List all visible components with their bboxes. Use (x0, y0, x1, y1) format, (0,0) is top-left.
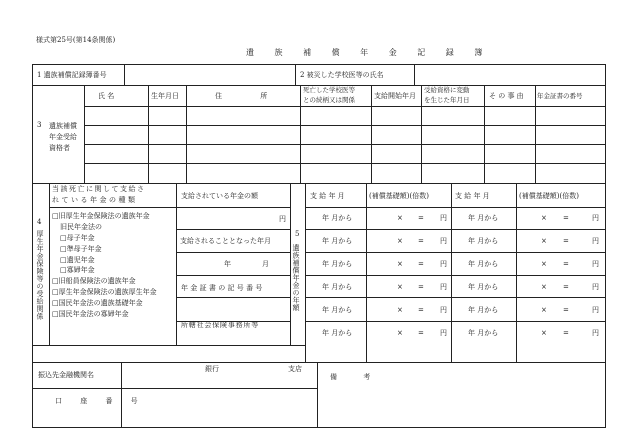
paid-amount-yen: 円 (279, 215, 286, 223)
account-label: 口 座 番 号 (55, 397, 146, 405)
s5-left-row2-times: × (397, 237, 403, 245)
form-number: 様式第25号(第14条関係) (36, 36, 116, 44)
col-change-line1: 受給資格に変動 (424, 86, 470, 94)
s5-left-row5-yen: 円 (440, 306, 447, 314)
section5-number: 5 (295, 230, 300, 238)
cert-symbol-label: 年金証書の記号番号 (181, 284, 265, 292)
s5-right-row3-yen: 円 (592, 260, 599, 268)
section5-col-date-left: 支 給 年 月 (310, 192, 345, 200)
page-title: 遺 族 補 償 年 金 記 録 簿 (246, 48, 492, 57)
pension-type-orphan[interactable]: □遺児年金 (60, 256, 95, 264)
section4-number: 4 (37, 218, 42, 226)
section3-label-a: 3 (37, 121, 42, 129)
pension-type-quasi-mother-child[interactable]: □準母子年金 (60, 245, 102, 253)
s5-left-row6-times: × (397, 329, 403, 337)
s5-right-row5-eq: = (563, 306, 569, 314)
col-relation-line2: との続柄又は関係 (303, 96, 355, 104)
s5-left-row3-times: × (397, 260, 403, 268)
pension-type-widow-old[interactable]: □寡婦年金 (60, 266, 95, 274)
col-relation-line1: 死亡した学校医等 (303, 86, 355, 94)
s5-left-row4-times: × (397, 283, 403, 291)
remarks-label: 備 考 (330, 373, 383, 381)
pension-type-welfare-survivor[interactable]: □厚生年金保険法の遺族厚生年金 (52, 288, 157, 296)
s5-left-row1-times: × (397, 214, 403, 222)
section4-label: 厚生年金保険等の受給関係 (36, 230, 44, 320)
paid-amount-label: 支給されている年金の額 (181, 192, 258, 200)
s5-left-row5-times: × (397, 306, 403, 314)
section3-label-b: 遺族補償 年金受給 資格者 (49, 122, 77, 152)
s5-right-row5-times: × (541, 306, 547, 314)
s5-right-row3-times: × (541, 260, 547, 268)
s5-left-row6-yen: 円 (440, 329, 447, 337)
col-cert-number: 年金証書の番号 (537, 92, 583, 100)
pension-type-widow[interactable]: □国民年金法の寡婦年金 (52, 310, 129, 318)
col-birthdate: 生年月日 (151, 92, 179, 100)
pension-type-seamen[interactable]: □旧船員保険法の遺族年金 (52, 277, 136, 285)
pension-type-header-2: れている年金の種類 (52, 196, 138, 204)
s5-right-row4-from: 年 月から (468, 283, 499, 291)
s5-right-row1-eq: = (563, 214, 569, 222)
s5-left-row2-from: 年 月から (322, 237, 353, 245)
s5-left-row4-eq: = (418, 283, 424, 291)
s5-right-row6-from: 年 月から (468, 329, 499, 337)
pension-type-basic-survivor[interactable]: □国民年金法の遺族基礎年金 (52, 299, 143, 307)
s5-right-row2-eq: = (563, 237, 569, 245)
form-frame (32, 64, 606, 428)
s5-right-row3-from: 年 月から (468, 260, 499, 268)
s5-right-row5-yen: 円 (592, 306, 599, 314)
s5-left-row1-yen: 円 (440, 214, 447, 222)
pension-type-old-welfare[interactable]: □旧厚生年金保険法の遺族年金 (52, 212, 150, 220)
s5-right-row1-from: 年 月から (468, 214, 499, 222)
s5-right-row3-eq: = (563, 260, 569, 268)
s5-right-row1-yen: 円 (592, 214, 599, 222)
section5-col-calc-right: (補償基礎額)(倍数) (519, 192, 579, 200)
section5-label: 遺族補償年金の年額 (292, 244, 300, 312)
col-start-month: 支給開始年月 (374, 92, 416, 100)
s5-left-row3-eq: = (418, 260, 424, 268)
s5-left-row1-from: 年 月から (322, 214, 353, 222)
s5-right-row2-times: × (541, 237, 547, 245)
s5-left-row3-yen: 円 (440, 260, 447, 268)
col-reason: そ の 事 由 (489, 92, 524, 100)
branch-suffix: 支店 (288, 365, 302, 373)
pension-type-mother-child[interactable]: □母子年金 (60, 234, 95, 242)
col-address: 住 所 (215, 92, 286, 100)
s5-right-row5-from: 年 月から (468, 306, 499, 314)
s5-left-row4-from: 年 月から (322, 283, 353, 291)
s5-left-row4-yen: 円 (440, 283, 447, 291)
payment-start-year: 年 (224, 260, 231, 268)
s5-left-row2-eq: = (418, 237, 424, 245)
s5-right-row4-eq: = (563, 283, 569, 291)
col-name: 氏 名 (98, 92, 115, 100)
section5-col-calc-left: (補償基礎額)(倍数) (369, 192, 429, 200)
s5-left-row5-eq: = (418, 306, 424, 314)
payment-start-month: 月 (262, 260, 269, 268)
s5-right-row4-times: × (541, 283, 547, 291)
payment-start-label: 支給されることとなった年月 (180, 237, 271, 245)
bank-label: 振込先金融機関名 (38, 371, 94, 379)
s5-right-row6-eq: = (563, 329, 569, 337)
s5-left-row1-eq: = (418, 214, 424, 222)
s5-left-row6-from: 年 月から (322, 329, 353, 337)
section5-col-date-right: 支 給 年 月 (455, 192, 490, 200)
office-label: 所轄社会保険事務所等 (181, 321, 259, 329)
deceased-name-label: 2 被災した学校医等の氏名 (300, 71, 384, 79)
s5-right-row2-yen: 円 (592, 237, 599, 245)
s5-right-row6-times: × (541, 329, 547, 337)
s5-right-row1-times: × (541, 214, 547, 222)
pension-type-header-1: 当該死亡に関して支給さ (52, 185, 146, 193)
s5-left-row5-from: 年 月から (322, 306, 353, 314)
s5-right-row4-yen: 円 (592, 283, 599, 291)
s5-right-row6-yen: 円 (592, 329, 599, 337)
bank-suffix: 銀行 (205, 365, 219, 373)
s5-left-row6-eq: = (418, 329, 424, 337)
s5-left-row3-from: 年 月から (322, 260, 353, 268)
col-change-line2: を生じた年月日 (424, 96, 470, 104)
s5-left-row2-yen: 円 (440, 237, 447, 245)
record-number-label: 1 遺族補償記録簿番号 (37, 71, 107, 79)
pension-type-old-national-heading: 旧民年金法の (60, 223, 102, 231)
s5-right-row2-from: 年 月から (468, 237, 499, 245)
